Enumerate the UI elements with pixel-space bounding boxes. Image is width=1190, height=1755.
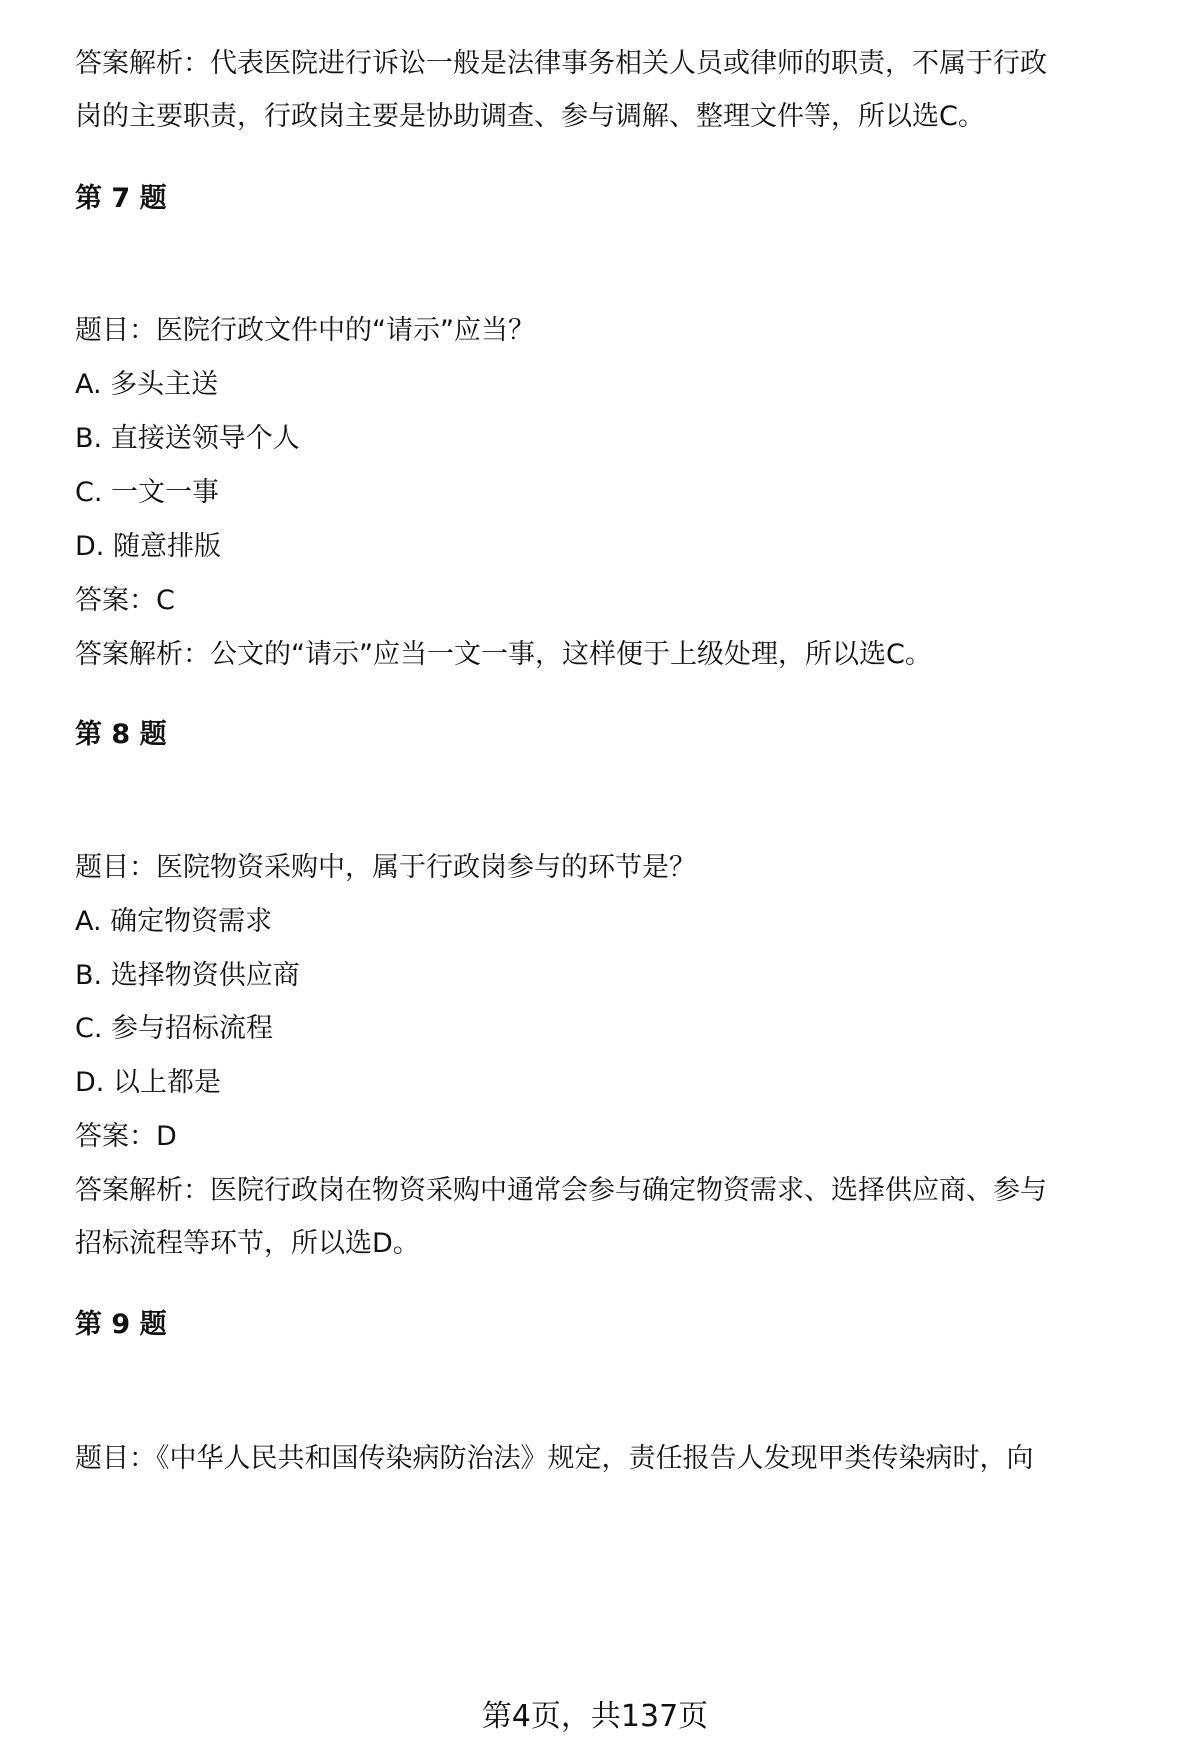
question-8-text: 题目：医院物资采购中，属于行政岗参与的环节是？ bbox=[75, 852, 696, 883]
question-7-heading: 第 7 题 bbox=[75, 183, 167, 214]
question-8-explanation-line-2: 招标流程等环节，所以选D。 bbox=[75, 1228, 420, 1259]
question-8-heading: 第 8 题 bbox=[75, 719, 167, 750]
question-9-heading: 第 9 题 bbox=[75, 1309, 167, 1340]
question-7-answer: 答案：C bbox=[75, 585, 175, 616]
question-9-text: 题目：《中华人民共和国传染病防治法》规定，责任报告人发现甲类传染病时，向 bbox=[75, 1443, 1034, 1474]
question-8-answer: 答案：D bbox=[75, 1121, 177, 1152]
question-8-option-d: D. 以上都是 bbox=[75, 1067, 221, 1098]
question-8-option-a: A. 确定物资需求 bbox=[75, 906, 273, 937]
page-number-footer: 第4页，共137页 bbox=[481, 1699, 709, 1734]
question-8-option-b: B. 选择物资供应商 bbox=[75, 960, 300, 991]
question-7-text: 题目：医院行政文件中的“请示”应当？ bbox=[75, 315, 535, 346]
question-7-option-d: D. 随意排版 bbox=[75, 531, 221, 562]
prev-explanation-line-1: 答案解析：代表医院进行诉讼一般是法律事务相关人员或律师的职责，不属于行政 bbox=[75, 48, 1047, 79]
question-7-option-c: C. 一文一事 bbox=[75, 477, 220, 508]
prev-explanation-line-2: 岗的主要职责，行政岗主要是协助调查、参与调解、整理文件等，所以选C。 bbox=[75, 101, 985, 132]
question-7-explanation: 答案解析：公文的“请示”应当一文一事，这样便于上级处理，所以选C。 bbox=[75, 639, 932, 670]
question-7-option-a: A. 多头主送 bbox=[75, 369, 219, 400]
question-8-option-c: C. 参与招标流程 bbox=[75, 1013, 274, 1044]
question-8-explanation-line-1: 答案解析：医院行政岗在物资采购中通常会参与确定物资需求、选择供应商、参与 bbox=[75, 1175, 1047, 1206]
question-7-option-b: B. 直接送领导个人 bbox=[75, 423, 300, 454]
